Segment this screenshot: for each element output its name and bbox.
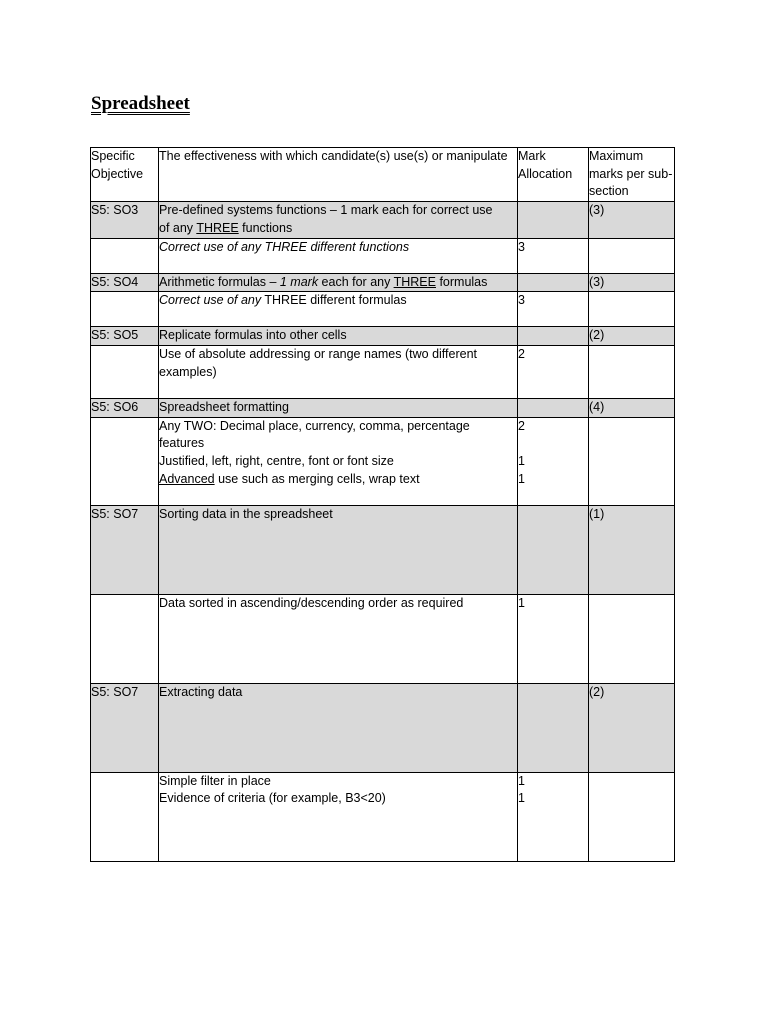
so6-mark-3: 1 xyxy=(518,471,525,486)
so4-code: S5: SO4 xyxy=(91,273,159,292)
so7-extracting-detail-item1: Simple filter in place xyxy=(159,773,271,788)
so6-mark-1: 2 xyxy=(518,418,525,433)
so7-sorting-detail-code-empty xyxy=(91,594,159,683)
so4-desc-emphasis: THREE xyxy=(393,274,436,289)
so7-extracting-marks xyxy=(518,772,589,861)
so3-description xyxy=(159,202,518,238)
so3-desc-part: of any xyxy=(159,220,197,235)
so6-detail-item3 xyxy=(159,471,516,489)
so6-mark-2: 1 xyxy=(518,454,525,469)
so3-detail-code-empty xyxy=(91,238,159,273)
so4-detail-code-empty xyxy=(91,292,159,327)
so6-detail-item1: Any TWO: Decimal place, currency, comma, percentage features xyxy=(159,418,470,451)
so5-code: S5: SO5 xyxy=(91,327,159,346)
so3-description-line1: Pre-defined systems functions – 1 mark each for correct use xyxy=(159,203,493,218)
so7-extracting-detail-item2: Evidence of criteria (for example, B3<20) xyxy=(159,791,386,806)
mark-scheme-table xyxy=(90,147,675,862)
so4-description-line xyxy=(159,274,516,292)
so7-sorting-max: (1) xyxy=(589,505,675,594)
table-row-so4-heading xyxy=(91,273,675,292)
so4-detail-text: THREE different formulas xyxy=(261,293,407,308)
so4-mark: 3 xyxy=(518,292,589,327)
table-row-so7-extracting-detail xyxy=(91,772,675,861)
so5-description: Replicate formulas into other cells xyxy=(159,327,518,346)
so7-extracting-max: (2) xyxy=(589,683,675,772)
so7-sorting-detail-max-empty xyxy=(589,594,675,683)
so4-desc-italic: 1 mark xyxy=(279,274,319,289)
so3-detail-max-empty xyxy=(589,238,675,273)
so6-detail-item2: Justified, left, right, centre, font or font size xyxy=(159,454,394,469)
so7-sorting-description: Sorting data in the spreadsheet xyxy=(159,505,518,594)
so3-mark-empty xyxy=(518,202,589,238)
header-maximum-marks: Maximum marks per sub-section xyxy=(589,148,675,202)
so3-detail-text: Correct use of any THREE different functions xyxy=(159,239,410,254)
table-row-so7-sorting-heading xyxy=(91,505,675,594)
so5-mark-empty xyxy=(518,327,589,346)
so5-mark: 2 xyxy=(518,345,589,398)
so7-sorting-mark-empty xyxy=(518,505,589,594)
so4-detail xyxy=(159,292,518,327)
so3-desc-end: functions xyxy=(238,220,293,235)
so3-detail xyxy=(159,238,518,273)
so4-max: (3) xyxy=(589,273,675,292)
so7-extracting-description: Extracting data xyxy=(159,683,518,772)
so7-extracting-detail-code-empty xyxy=(91,772,159,861)
so6-detail xyxy=(159,417,518,505)
so4-desc-part2: each for any xyxy=(318,274,394,289)
table-row-so6-detail xyxy=(91,417,675,505)
so5-detail-code-empty xyxy=(91,345,159,398)
so7-extracting-code: S5: SO7 xyxy=(91,683,159,772)
so3-mark: 3 xyxy=(518,238,589,273)
so7-sorting-code: S5: SO7 xyxy=(91,505,159,594)
so6-marks xyxy=(518,417,589,505)
header-mark-allocation: Mark Allocation xyxy=(518,148,589,202)
so4-detail-italic: Correct use of any xyxy=(159,293,262,308)
so7-extracting-mark-2: 1 xyxy=(518,791,525,806)
document-title: Spreadsheet xyxy=(91,93,190,114)
so5-detail xyxy=(159,345,518,398)
header-objective: Specific Objective xyxy=(91,148,159,202)
so6-mark-empty xyxy=(518,398,589,417)
so6-max: (4) xyxy=(589,398,675,417)
table-row-so5-heading xyxy=(91,327,675,346)
so5-max: (2) xyxy=(589,327,675,346)
so6-detail-max-empty xyxy=(589,417,675,505)
so5-detail-text: Use of absolute addressing or range names (two different examples) xyxy=(159,346,478,379)
so7-extracting-mark-empty xyxy=(518,683,589,772)
table-row-so7-extracting-heading xyxy=(91,683,675,772)
table-row-so3-heading xyxy=(91,202,675,238)
so7-extracting-mark-1: 1 xyxy=(518,773,525,788)
so4-desc-end: formulas xyxy=(435,274,488,289)
so4-desc-part1: Arithmetic formulas – xyxy=(159,274,280,289)
so6-detail-item3-emphasis: Advanced xyxy=(159,471,215,486)
so4-mark-empty xyxy=(518,273,589,292)
table-row-so6-heading xyxy=(91,398,675,417)
header-effectiveness xyxy=(159,148,518,202)
table-row-so4-detail xyxy=(91,292,675,327)
so3-description-line2 xyxy=(159,220,516,238)
so3-code: S5: SO3 xyxy=(91,202,159,238)
table-row-so7-sorting-detail xyxy=(91,594,675,683)
so6-detail-item3-text: use such as merging cells, wrap text xyxy=(214,471,420,486)
so6-detail-code-empty xyxy=(91,417,159,505)
so7-extracting-detail xyxy=(159,772,518,861)
table-row-so3-detail xyxy=(91,238,675,273)
so3-max: (3) xyxy=(589,202,675,238)
so3-desc-emphasis: THREE xyxy=(196,220,239,235)
so6-description: Spreadsheet formatting xyxy=(159,398,518,417)
so7-sorting-detail: Data sorted in ascending/descending order as required xyxy=(159,594,518,683)
so4-detail-max-empty xyxy=(589,292,675,327)
table-header-row xyxy=(91,148,675,202)
so5-detail-max-empty xyxy=(589,345,675,398)
table-row-so5-detail xyxy=(91,345,675,398)
so4-description xyxy=(159,273,518,292)
so6-code: S5: SO6 xyxy=(91,398,159,417)
header-effectiveness-text: The effectiveness with which candidate(s) use(s) or manipulate xyxy=(159,149,508,163)
so7-sorting-mark: 1 xyxy=(518,594,589,683)
so7-extracting-detail-max-empty xyxy=(589,772,675,861)
